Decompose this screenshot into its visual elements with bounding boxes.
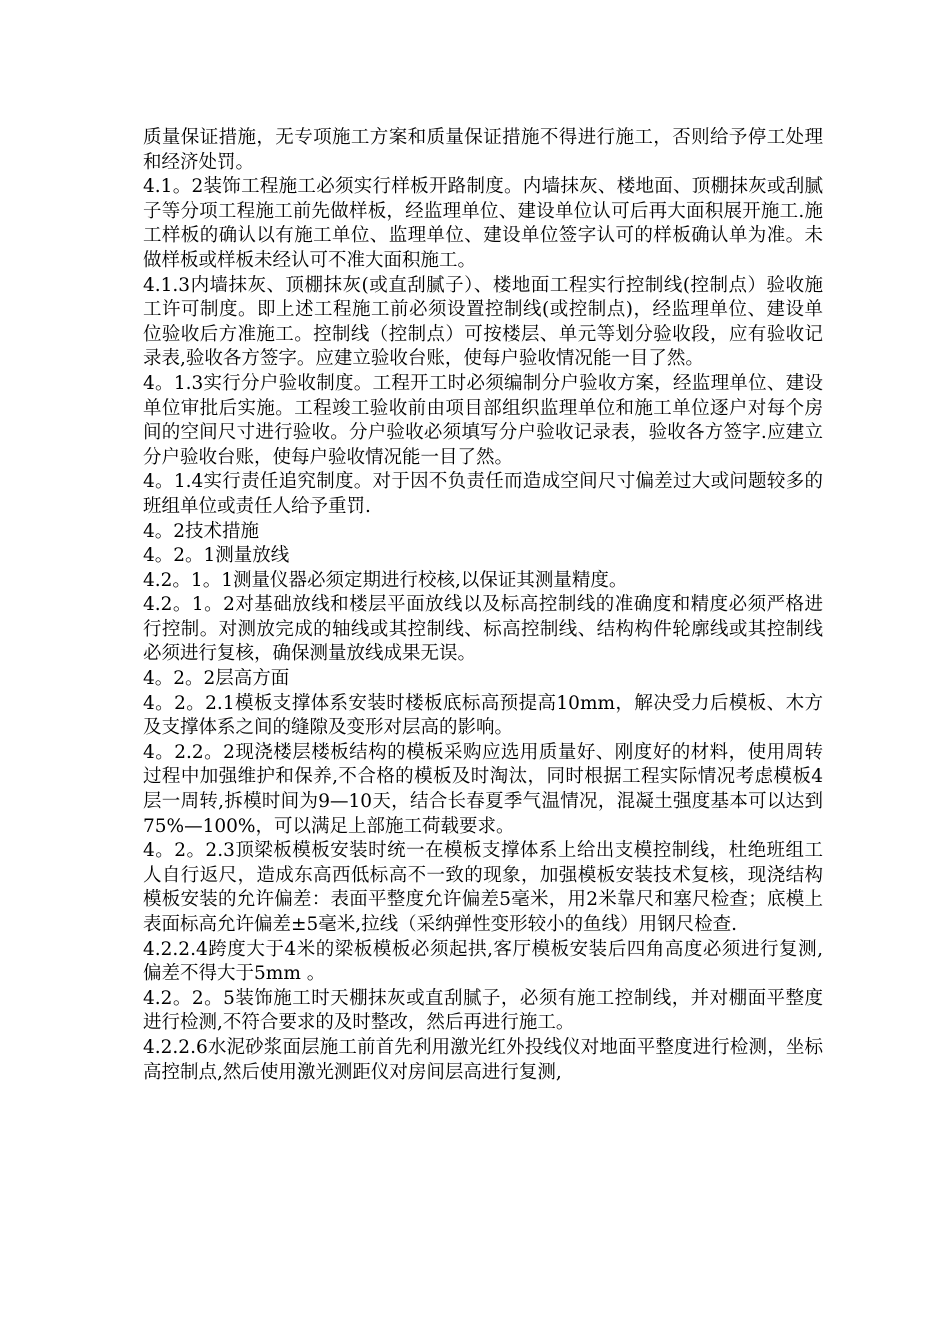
paragraph-4-2-1-1: 4.2。1。1测量仪器必须定期进行校核,以保证其测量精度。	[143, 569, 628, 591]
paragraph-4-2-2-5: 4.2。2。5装饰施工时天棚抹灰或直刮腻子，必须有施工控制线，并对棚面平整度进行检测,不符合要求的及时整改，然后再进行施工。	[143, 987, 823, 1034]
paragraph-4-2-2-4: 4.2.2.4跨度大于4米的梁板模板必须起拱,客厅模板安装后四角高度必须进行复测,偏差不得大于5mm 。	[143, 938, 823, 985]
paragraph-quality-measures: 质量保证措施，无专项施工方案和质量保证措施不得进行施工，否则给予停工处理和经济处罚。	[143, 127, 823, 173]
paragraph-4-1-4: 4。1.4实行责任追究制度。对于因不负责任而造成空间尺寸偏差过大或问题较多的班组单位或责任人给予重罚.	[143, 471, 823, 517]
document-body	[143, 126, 823, 1085]
paragraph-4-2-1-2: 4.2。1。2对基础放线和楼层平面放线以及标高控制线的准确度和精度必须严格进行控制。对测放完成的轴线或其控制线、标高控制线、结构构件轮廓线或其控制线必须进行复核，确保测量放线成果无误。	[143, 594, 823, 665]
heading-4-2: 4。2技术措施	[143, 520, 260, 542]
heading-4-2-1: 4。2。1测量放线	[143, 545, 290, 567]
paragraph-4-2-2-1: 4。2。2.1模板支撑体系安装时楼板底标高预提高10mm，解决受力后模板、木方及支撑体系之间的缝隙及变形对层高的影响。	[143, 692, 823, 739]
paragraph-4-1-3-unit-acceptance: 4。1.3实行分户验收制度。工程开工时必须编制分户验收方案，经监理单位、建设单位审批后实施。工程竣工验收前由项目部组织监理单位和施工单位逐户对每个房间的空间尺寸进行验收。分户验收必须填写分户验收记录表，验收各方签字.应建立分户验收台账，使每户验收情况能一目了然。	[143, 372, 823, 468]
paragraph-4-2-2-3: 4。2。2.3顶梁板模板安装时统一在模板支撑体系上给出支模控制线，杜绝班组工人自行返尺，造成东高西低标高不一致的现象，加强模板安装技术复核，现浇结构模板安装的允许偏差：表面平整度允许偏差5毫米，用2米靠尺和塞尺检查；底模上表面标高允许偏差±5毫米,拉线（采纳弹性变形较小的鱼线）用钢尺检查.	[143, 840, 823, 935]
paragraph-4-1-3-control-line: 4.1.3内墙抹灰、顶棚抹灰(或直刮腻子）、楼地面工程实行控制线(控制点）验收施工许可制度。即上述工程施工前必须设置控制线(或控制点)，经监理单位、建设单位验收后方准施工。控制线（控制点）可按楼层、单元等划分验收段，应有验收记录表,验收各方签字。应建立验收台账，使每户验收情况能一目了然。	[143, 274, 823, 370]
heading-4-2-2: 4。2。2层高方面	[143, 668, 290, 690]
paragraph-4-1-2: 4.1。2装饰工程施工必须实行样板开路制度。内墙抹灰、楼地面、顶棚抹灰或刮腻子等分项工程施工前先做样板，经监理单位、建设单位认可后再大面积展开施工.施工样板的确认以有施工单位、监理单位、建设单位签字认可的样板确认单为准。未做样板或样板未经认可不准大面积施工。	[143, 176, 823, 271]
paragraph-4-2-2-6: 4.2.2.6水泥砂浆面层施工前首先利用激光红外投线仪对地面平整度进行检测，坐标高控制点,然后使用激光测距仪对房间层高进行复测,	[143, 1036, 823, 1083]
paragraph-4-2-2-2: 4。2.2。2现浇楼层楼板结构的模板采购应选用质量好、刚度好的材料，使用周转过程中加强维护和保养,不合格的模板及时淘汰，同时根据工程实际情况考虑模板4层一周转,拆模时间为9—10天，结合长春夏季气温情况，混凝土强度基本可以达到75%—100%，可以满足上部施工荷载要求。	[143, 741, 823, 837]
